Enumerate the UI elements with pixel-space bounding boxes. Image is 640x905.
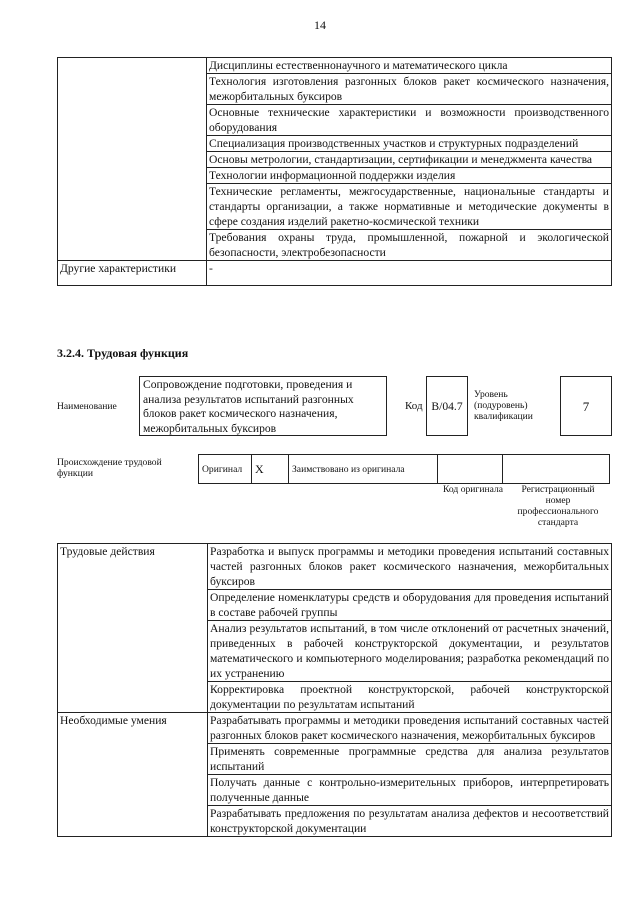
table-cell: Технология изготовления разгонных блоков ракет космического назначения, межорбитальных буксиров — [207, 74, 612, 105]
knowledge-table — [57, 57, 612, 286]
label-cell — [58, 58, 207, 261]
level-label: Уровень (подуровень) квалификации — [474, 389, 533, 422]
table-cell: Разработка и выпуск программы и методики проведения испытаний составных частей разгонных блоков ракет космического назначения, межорбитальных буксиров — [208, 544, 612, 590]
table-cell: Технологии информационной поддержки изделия — [207, 168, 612, 184]
skills-label: Необходимые умения — [58, 713, 208, 837]
reg-caption: Регистрационный номер профессионального стандарта — [517, 484, 599, 528]
origin-label: Происхождение трудовой функции — [57, 457, 162, 479]
table-cell: Разрабатывать программы и методики проведения испытаний составных частей разгонных блоков ракет космического назначения, межорбитальных буксиров — [208, 713, 612, 744]
labor-actions-table — [57, 543, 612, 837]
function-name-box: Сопровождение подготовки, проведения и анализа результатов испытаний разгонных блоков ракет космического назначения, межорбитальных буксиров — [139, 376, 387, 436]
code-label: Код — [405, 400, 423, 412]
table-row — [58, 713, 612, 744]
page-number: 14 — [314, 18, 326, 32]
table-cell: Специализация производственных участков и структурных подразделений — [207, 136, 612, 152]
table-cell: Получать данные с контрольно-измерительных приборов, интерпретировать полученные данные — [208, 775, 612, 806]
table-cell: Основные технические характеристики и возможности производственного оборудования — [207, 105, 612, 136]
original-label: Оригинал — [199, 455, 252, 484]
borrowed-label: Заимствовано из оригинала — [289, 455, 438, 484]
section-heading: 3.2.4. Трудовая функция — [57, 346, 189, 360]
table-cell: Корректировка проектной конструкторской, рабочей конструкторской документации по результатам испытаний — [208, 682, 612, 713]
table-row — [58, 58, 612, 74]
reg-number-cell — [503, 455, 610, 484]
qualification-level-box: 7 — [560, 376, 612, 436]
table-row — [199, 455, 610, 484]
table-row — [58, 544, 612, 590]
name-label: Наименование — [57, 401, 117, 412]
table-cell: Разрабатывать предложения по результатам анализа дефектов и несоответствий конструкторской документации — [208, 806, 612, 837]
table-cell: Применять современные программные средства для анализа результатов испытаний — [208, 744, 612, 775]
original-code-cell — [438, 455, 503, 484]
table-cell: Дисциплины естественнонаучного и математического цикла — [207, 58, 612, 74]
origin-table — [198, 454, 610, 484]
table-cell: Определение номенклатуры средств и оборудования для проведения испытаний в составе рабочей группы — [208, 590, 612, 621]
actions-label: Трудовые действия — [58, 544, 208, 713]
code-caption: Код оригинала — [442, 484, 504, 495]
other-characteristics-label: Другие характеристики — [58, 261, 207, 286]
table-row — [58, 261, 612, 286]
table-cell: Анализ результатов испытаний, в том числе отклонений от расчетных значений, приведенных в рабочей конструкторской документации, и результатов математического и компьютерного моделирования; разработка рекомендаций по их устранению — [208, 621, 612, 682]
other-characteristics-value: - — [207, 261, 612, 286]
table-cell: Требования охраны труда, промышленной, пожарной и экологической безопасности, электробезопасности — [207, 230, 612, 261]
table-cell: Технические регламенты, межгосударственные, национальные стандарты и стандарты организации, а также нормативные и методические документы в сфере создания изделий ракетно-космической техники — [207, 184, 612, 230]
function-code-box: B/04.7 — [426, 376, 468, 436]
table-cell: Основы метрологии, стандартизации, сертификации и менеджмента качества — [207, 152, 612, 168]
original-mark: X — [252, 455, 289, 484]
